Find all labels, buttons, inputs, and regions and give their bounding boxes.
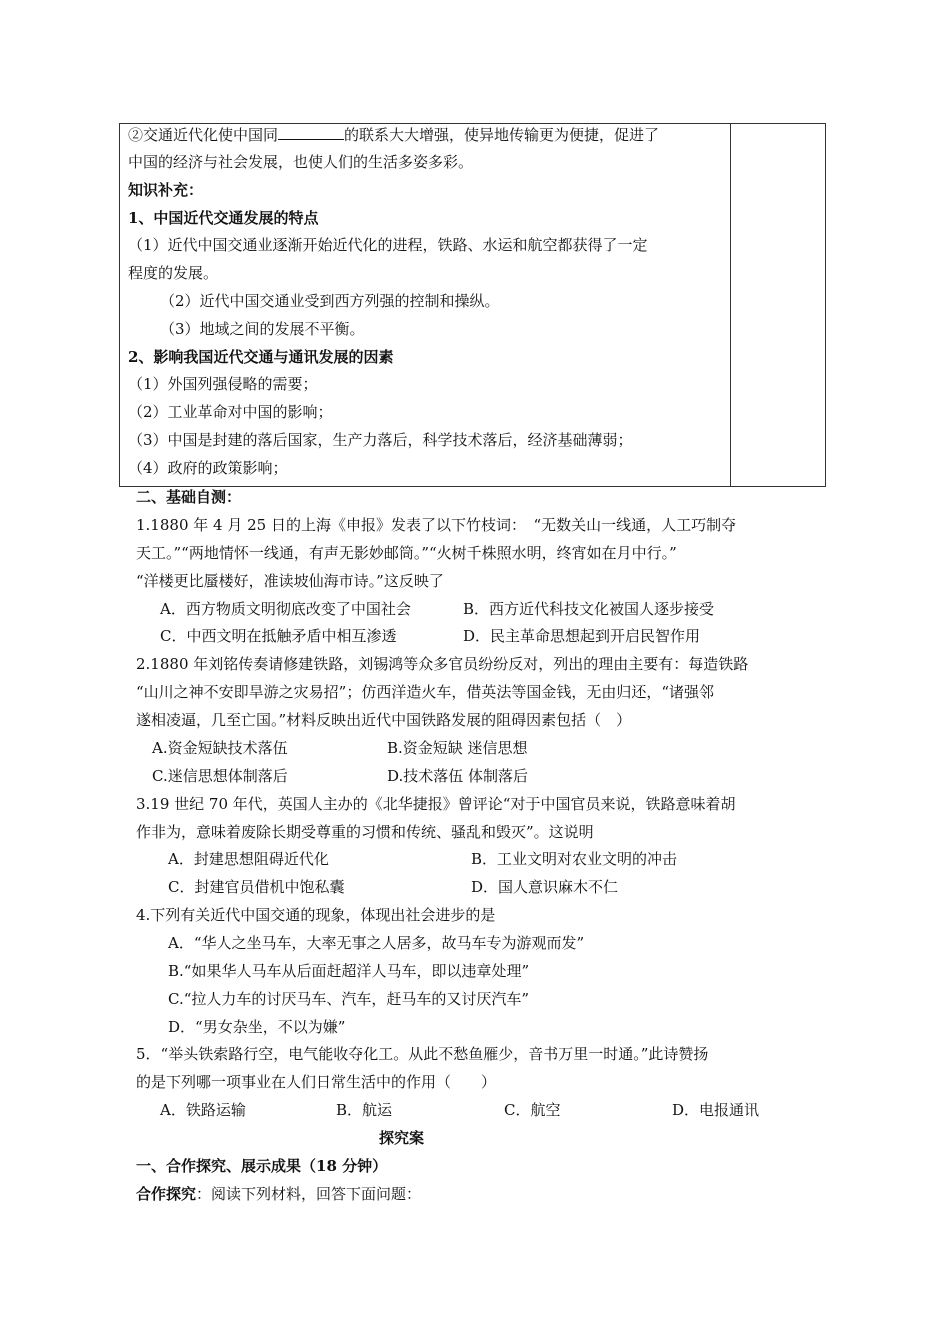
q3-option-c: C．封建官员借机中饱私囊	[168, 878, 345, 896]
factor-1: （1）外国列强侵略的需要；	[128, 375, 318, 393]
supplement-heading: 知识补充：	[128, 181, 204, 199]
factor-3: （3）中国是封建的落后国家，生产力落后，科学技术落后，经济基础薄弱；	[128, 431, 633, 449]
q5-option-b: B．航运	[336, 1101, 393, 1119]
coop-label: 合作探究	[136, 1185, 197, 1203]
factor-heading: 2、影响我国近代交通与通讯发展的因素	[128, 348, 394, 366]
q5-line-1: 5．“举头铁索路行空，电气能收夺化工。从此不愁鱼雁少，音书万里一时通。”此诗赞扬	[136, 1045, 709, 1063]
table-line-1: ②交通近代化使中国同 的联系大大增强，使异地传输更为便捷，促进了	[128, 126, 660, 144]
q1-line-1: 1.1880 年 4 月 25 日的上海《申报》发表了以下竹枝词： “无数关山一线通，人工巧制夺	[136, 516, 737, 534]
q4-option-b: B.“如果华人马车从后面赶超洋人马车，即以违章处理”	[168, 962, 530, 980]
cooperative-inquiry	[136, 1184, 421, 1204]
q2-line-2: “山川之神不安即旱游之灾易招”；仿西洋造火车，借英法等国金钱，无由归还，“诸强邻	[136, 683, 715, 701]
table-line-2: 中国的经济与社会发展，也使人们的生活多姿多彩。	[128, 153, 474, 171]
feature-1a: （1）近代中国交通业逐渐开始近代化的进程，铁路、水运和航空都获得了一定	[128, 236, 648, 254]
q4-line-1: 4.下列有关近代中国交通的现象，体现出社会进步的是	[136, 906, 496, 924]
q2-line-1: 2.1880 年刘铭传奏请修建铁路，刘锡鸿等众多官员纷纷反对，列出的理由主要有：每造铁路	[136, 655, 749, 673]
section-title-self-test: 二、基础自测：	[136, 488, 242, 506]
feature-2: （2）近代中国交通业受到西方列强的控制和操纵。	[160, 292, 500, 310]
q3-option-b: B．工业文明对农业文明的冲击	[471, 850, 678, 868]
q2-option-b: B.资金短缺 迷信思想	[387, 739, 528, 757]
q2-option-a: A.资金短缺技术落伍	[152, 739, 288, 757]
q3-line-1: 3.19 世纪 70 年代，英国人主办的《北华捷报》曾评论“对于中国官员来说，铁路意味着胡	[136, 795, 736, 813]
explore-heading: 一、合作探究、展示成果（18 分钟）	[136, 1157, 388, 1175]
explore-title: 探究案	[379, 1129, 425, 1147]
q5-line-2: 的是下列哪一项事业在人们日常生活中的作用（ ）	[136, 1073, 497, 1091]
q4-option-d: D．“男女杂坐，不以为嫌”	[168, 1018, 346, 1036]
q1-option-a: A．西方物质文明彻底改变了中国社会	[160, 600, 411, 618]
q3-option-d: D．国人意识麻木不仁	[471, 878, 619, 896]
feature-1b: 程度的发展。	[128, 264, 219, 282]
fill-blank	[278, 125, 344, 140]
feature-heading: 1、中国近代交通发展的特点	[128, 209, 319, 227]
q2-line-3: 遂相凌逼，几至亡国。”材料反映出近代中国铁路发展的阻碍因素包括（ ）	[136, 711, 632, 729]
q4-option-c: C.“拉人力车的讨厌马车、汽车，赶马车的又讨厌汽车”	[168, 990, 530, 1008]
q5-option-c: C．航空	[504, 1101, 561, 1119]
q3-option-a: A．封建思想阻碍近代化	[168, 850, 329, 868]
coop-text: ：阅读下列材料，回答下面问题：	[196, 1185, 422, 1203]
factor-4: （4）政府的政策影响；	[128, 459, 288, 477]
feature-3: （3）地域之间的发展不平衡。	[160, 320, 365, 338]
q5-option-a: A．铁路运输	[160, 1101, 246, 1119]
q3-line-2: 作非为，意味着废除长期受尊重的习惯和传统、骚乱和毁灭”。这说明	[136, 823, 594, 841]
q5-option-d: D．电报通讯	[672, 1101, 760, 1119]
factor-2: （2）工业革命对中国的影响；	[128, 403, 333, 421]
table-column-divider	[730, 124, 731, 486]
q1-option-b: B．西方近代科技文化被国人逐步接受	[463, 600, 715, 618]
q4-option-a: A．“华人之坐马车，大率无事之人居多，故马车专为游观而发”	[168, 934, 585, 952]
q1-option-c: C．中西文明在抵触矛盾中相互渗透	[160, 627, 397, 645]
q1-option-d: D．民主革命思想起到开启民智作用	[463, 627, 701, 645]
q2-option-c: C.迷信思想体制落后	[152, 767, 288, 785]
q2-option-d: D.技术落伍 体制落后	[387, 767, 529, 785]
q1-line-3: “洋楼更比蜃楼好，准读坡仙海市诗。”这反映了	[136, 572, 444, 590]
q1-line-2: 天工。”“两地情怀一线通，有声无影妙邮筒。”“火树千株照水明，终宵如在月中行。”	[136, 544, 677, 562]
